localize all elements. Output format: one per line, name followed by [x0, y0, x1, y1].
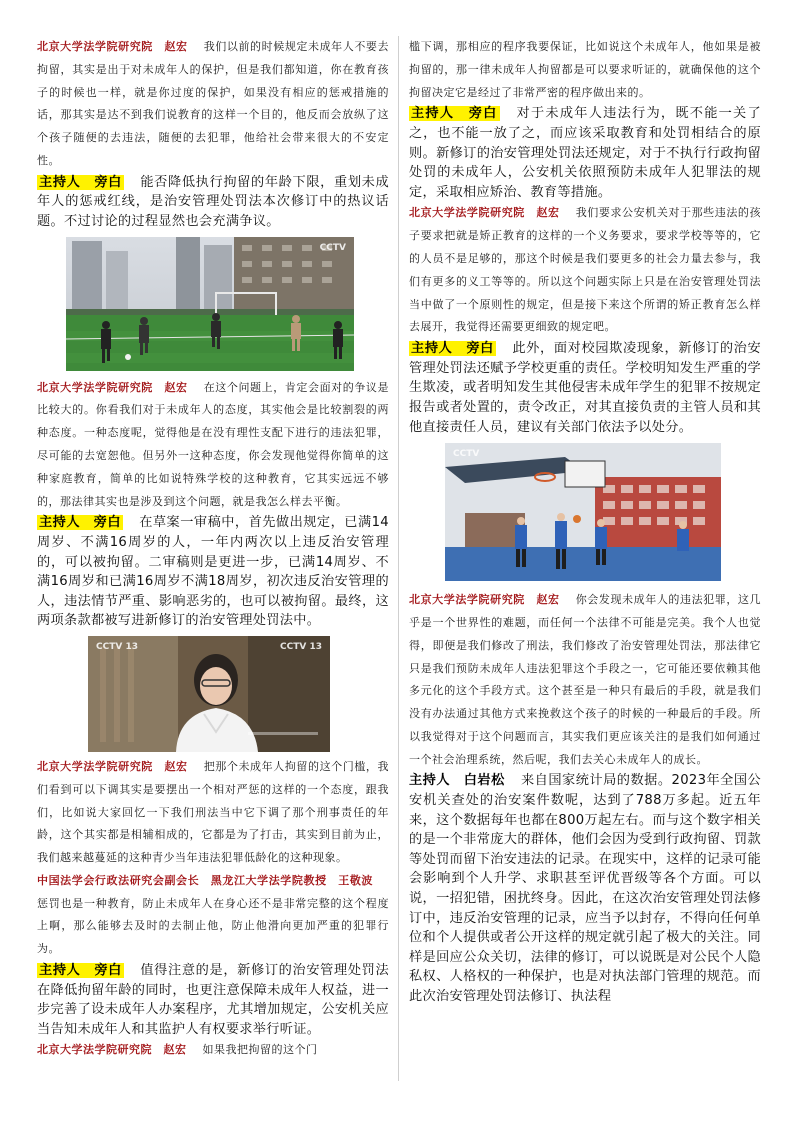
- speaker-label: 中国法学会行政法研究会副会长 黑龙江大学法学院教授 王敬波: [37, 873, 373, 887]
- quote-zhaohong-6: [409, 589, 761, 771]
- host-narration-4: [409, 104, 761, 202]
- host-narration-1: [37, 173, 389, 232]
- quote-text: 我们要求公安机关对于那些违法的孩子要求把就是矫正教育的这样的一个义务要求，要求学校等等的，它的人员不是足够的，那这个时候是我们要更多的社会力量去参与，我们有更多的义工等等的。所以这个问题实际上只是在治安管理处罚法当中做了一个原则性的规定，但是接下来这个所谓的矫正教育怎么样去展开，我觉得还需要更细致的规定吧。: [409, 206, 762, 334]
- quote-zhaohong-1: [37, 36, 389, 173]
- quote-wangjingbo: [37, 870, 389, 961]
- host-text: 此外，面对校园欺凌现象，新修订的治安管理处罚法还赋予学校更重的责任。学校明知发生严重的学生欺凌，或者明知发生其他侵害未成年学生的犯罪不按规定报告或者处置的，责令改正，对其直接负责的主管人员和其他直接责任人员，建议有关部门依法予以处分。: [409, 341, 761, 435]
- speaker-label: 北京大学法学院研究院 赵宏: [37, 1043, 187, 1057]
- host-text: 对于未成年人违法行为，既不能一关了之，也不能一放了之，而应该采取教育和处罚相结合的原则。新修订的治安管理处罚法还规定，对于不执行行政拘留处罚的未成年人，公安机关依照预防未成年人犯罪法的规定，采取相应矫治、教育等措施。: [409, 106, 761, 200]
- quote-text: 把那个未成年人拘留的这个门槛，我们看到可以下调其实是要摆出一个相对严惩的这样的一个态度，跟我们，比如说大家回忆一下我们刑法当中它下调了那个刑事责任的年龄，这个其实都是相辅相成的，它都是为了打击，其实到目前为止，我们越来越蔓延的这种青少当年违法犯罪低龄化的这种现象。: [37, 759, 390, 865]
- host-label: 主持人 旁白: [39, 174, 122, 190]
- left-column: [37, 36, 389, 1062]
- host-text: 在草案一审稿中，首先做出规定，已满14周岁、不满16周岁的人，一年内两次以上违反治安管理的，可以被拘留。二审稿则是更进一步，已满14周岁、不满16周岁和已满16周岁不满18周岁，初次违反治安管理的人，违法情节严重、影响恶劣的，也可以被拘留。最终，这两项条款都被写进新修订的治安管理处罚法中。: [37, 515, 389, 629]
- speaker-label: 北京大学法学院研究院 赵宏: [37, 759, 188, 773]
- host-label: 主持人 旁白: [411, 341, 494, 357]
- speaker-label: 北京大学法学院研究院 赵宏: [37, 40, 188, 53]
- right-column: [409, 36, 761, 1007]
- quote-text: 你会发现未成年人的违法犯罪，这几乎是一个世界性的难题，而任何一个法律不可能是完美。我个人也觉得，即便是我们修改了刑法，我们修改了治安管理处罚法，那法律它只是我们预防未成年人违法犯罪这个手段之一，它可能还要依赖其他多元化的这个手段方式。这个甚至是一种只有最后的手段，就是我们没有办法通过其他方式来挽救这个孩子的时候的一种最后的手段。所以我觉得对于这个问题而言，其实我们更应该关注的是我们如何通过一个社会治理系统，然后呢，我们去关心未成年人的成长。: [409, 593, 762, 766]
- host-text: 能否降低执行拘留的年龄下限，重划未成年人的惩戒红线，是治安管理处罚法本次修订中的热议话题。不过讨论的过程显然也会充满争议。: [37, 174, 389, 229]
- cctv13-logo-right: CCTV 13: [280, 641, 322, 652]
- expert-interview-image: [88, 636, 330, 752]
- quote-text: 槛下调，那相应的程序我要保证，比如说这个未成年人，他如果是被拘留的，那一律未成年人拘留都是可以要求听证的，就确保他的这个拘留决定它是经过了非常严密的程序做出来的。: [409, 40, 761, 99]
- photo-basketball-court: [445, 443, 721, 581]
- cctv-logo: CCTV: [319, 242, 346, 253]
- football-field-image: [66, 237, 354, 371]
- host-label: 主持人 旁白: [39, 515, 122, 531]
- quote-continuation: [409, 36, 761, 104]
- column-divider: [398, 36, 399, 1081]
- host-narration-3: [37, 961, 389, 1039]
- host-text: 来自国家统计局的数据。2023年全国公安机关查处的治安案件数呢，达到了788万多起。近五年来，这个数据每年也都在800万起左右。而与这个数字相关的是一个非常庞大的群体，他们会因为受到行政拘留、罚款等处罚而留下治安违法的记录。在现实中，这样的记录可能会影响到个人升学、求职甚至评优晋级等各个方面。可以说，一招犯错，困扰终身。因此，在这次治安管理处罚法修订中，违反治安管理的记录，应当予以封存，不得向任何单位和个人提供或者公开这样的规定就引起了极大的关注。同样是回应公众关切，法律的修订，可以说既是对公民个人隐私权、人格权的一种保护，也是对执法部门管理的规范。而此次治安管理处罚法修订、执法程: [409, 773, 761, 1005]
- speaker-label: 北京大学法学院研究院 赵宏: [37, 380, 188, 394]
- quote-zhaohong-2: [37, 377, 389, 514]
- host-label: 主持人 旁白: [39, 963, 122, 979]
- host-narration-5: [409, 339, 761, 437]
- speaker-label: 北京大学法学院研究院 赵宏: [409, 206, 560, 220]
- quote-text: 在这个问题上，肯定会面对的争议是比较大的。你看我们对于未成年人的态度，其实他会是比较割裂的两种态度。一种态度呢，觉得他是在没有理性支配下进行的违法犯罪，尽可能的去宽恕他。但另外一这种态度，你会发现他觉得你简单的这种家庭教育，简单的比如说特殊学校的这种教育，它其实远远不够的，那法律其实也是涉及到这个问题，就是我怎么样去平衡。: [37, 380, 390, 508]
- quote-text: 如果我把拘留的这个门: [202, 1043, 318, 1057]
- quote-text: 惩罚也是一种教育，防止未成年人在身心还不是非常完整的这个程度上啊，那么能够去及时的去制止他，防止他滑向更加严重的犯罪行为。: [37, 896, 389, 956]
- quote-zhaohong-4: [37, 1039, 389, 1062]
- speaker-label: 北京大学法学院研究院 赵宏: [409, 593, 560, 607]
- host-label: 主持人 白岩松: [409, 773, 505, 789]
- quote-zhaohong-3: [37, 756, 389, 870]
- quote-zhaohong-5: [409, 202, 761, 339]
- photo-football-field: [66, 237, 354, 371]
- cctv-logo: CCTV: [453, 449, 480, 460]
- host-label: 主持人 旁白: [411, 106, 498, 122]
- host-narration-2: [37, 513, 389, 631]
- photo-expert-interview: [88, 636, 330, 752]
- host-narration-6: [409, 771, 761, 1006]
- quote-text: 我们以前的时候规定未成年人不要去拘留，其实是出于对未成年人的保护，但是我们都知道，你在教育孩子的时候也一样，就是你过度的保护，如果没有相应的惩戒措施的话，那其实是达不到我们说教育的这样一个目的，他反而会放纵了这个孩子随便的去违法，随便的去犯罪，他给社会带来很大的不安定性。: [37, 40, 390, 167]
- basketball-court-image: [445, 443, 721, 581]
- cctv13-logo-left: CCTV 13: [96, 641, 138, 652]
- host-text: 值得注意的是，新修订的治安管理处罚法在降低拘留年龄的同时，也更注意保障未成年人权益，进一步完善了设未成年人办案程序，尤其增加规定，公安机关应当告知未成年人和其监护人有权要求举行听证。: [37, 963, 389, 1037]
